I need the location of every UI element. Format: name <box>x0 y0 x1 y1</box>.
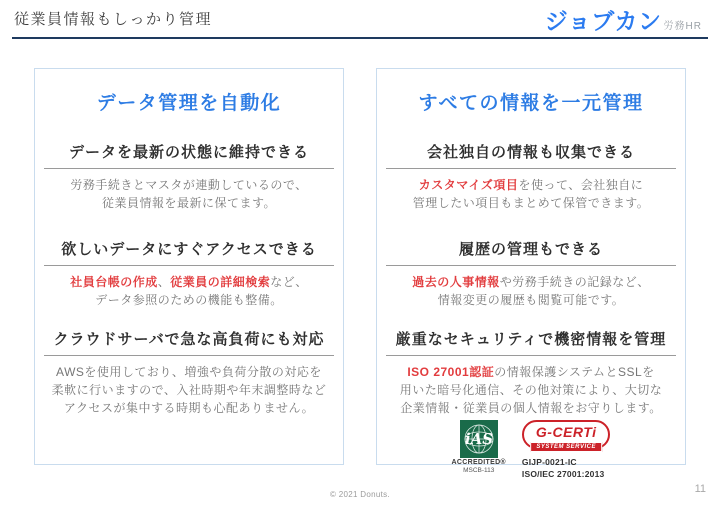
body-text: 柔軟に行いますので、入社時期や年末調整時など <box>51 383 327 397</box>
emphasis-text: 従業員の詳細検索 <box>170 275 271 289</box>
body-text: データ参照のための機能も整備。 <box>95 293 283 307</box>
section-cloud-server <box>35 328 343 417</box>
heading-underline <box>44 265 334 266</box>
page-title: 従業員情報もしっかり管理 <box>14 11 213 28</box>
body-text: 用いた暗号化通信、その他対策により、大切な <box>399 383 663 397</box>
section-security <box>377 328 685 417</box>
heading-underline <box>386 168 676 169</box>
ias-certification <box>452 420 506 474</box>
section-body <box>35 176 343 212</box>
section-body <box>377 273 685 309</box>
section-heading: 履歴の管理もできる <box>458 241 603 258</box>
gcerti-standard: ISO/IEC 27001:2013 <box>521 469 605 479</box>
emphasis-text: ISO 27001認証 <box>407 365 495 379</box>
certification-logos <box>377 420 685 479</box>
body-text: の情報保護システムとSSLを <box>494 365 655 379</box>
section-body <box>35 363 343 417</box>
body-text: AWSを使用しており、増強や負荷分散の対応を <box>56 365 322 379</box>
left-panel-title: データ管理を自動化 <box>96 93 282 114</box>
ias-logo-text: iAS <box>464 429 493 448</box>
emphasis-text: カスタマイズ項目 <box>418 178 519 192</box>
page-number: 11 <box>694 483 706 495</box>
section-heading: データを最新の状態に維持できる <box>68 144 309 161</box>
emphasis-text: 過去の人事情報 <box>412 275 500 289</box>
ias-accreditation-icon <box>460 420 498 458</box>
section-data-access <box>35 238 343 309</box>
body-text: 情報変更の履歴も閲覧可能です。 <box>437 293 625 307</box>
gcerti-cert-number: GIJP-0021-IC <box>521 457 577 467</box>
copyright: © 2021 Donuts. <box>330 490 390 499</box>
section-body <box>35 273 343 309</box>
header <box>0 0 720 33</box>
section-body <box>377 363 685 417</box>
right-panel-title: すべての情報を一元管理 <box>418 93 644 114</box>
logo-brand-text: ジョブカン <box>544 8 662 34</box>
body-text: 労務手続きとマスタが連動しているので、 <box>70 178 308 192</box>
section-history <box>377 238 685 309</box>
left-panel <box>34 68 344 465</box>
header-divider <box>12 37 708 39</box>
body-text: 管理したい項目もまとめて保管できます。 <box>412 196 650 210</box>
section-heading: 厳重なセキュリティで機密情報を管理 <box>395 331 667 348</box>
jobcan-logo <box>545 10 702 33</box>
right-panel <box>376 68 686 479</box>
body-text: など、 <box>270 275 308 289</box>
ias-accredited-label: ACCREDITED® <box>451 459 506 466</box>
section-data-freshness <box>35 141 343 212</box>
emphasis-text: 社員台帳の作成 <box>70 275 158 289</box>
gcerti-logo <box>522 420 611 449</box>
heading-underline <box>44 168 334 169</box>
body-text: や労務手続きの記録など、 <box>499 275 650 289</box>
body-text: アクセスが集中する時期も心配ありません。 <box>63 401 315 415</box>
logo-product-text: 労務HR <box>663 21 702 32</box>
ias-code-label: MSCB-113 <box>463 467 495 474</box>
body-text: 従業員情報を最新に保てます。 <box>101 196 277 210</box>
heading-underline <box>386 355 676 356</box>
body-text: 企業情報・従業員の個人情報をお守りします。 <box>400 401 662 415</box>
heading-underline <box>44 355 334 356</box>
section-body <box>377 176 685 212</box>
gcerti-certification <box>522 420 611 479</box>
gcerti-logo-text: G-CERTi <box>535 424 597 440</box>
section-heading: クラウドサーバで急な高負荷にも対応 <box>53 331 325 348</box>
body-text: を使って、会社独自に <box>518 178 644 192</box>
body-text: 、 <box>157 275 171 289</box>
gcerti-banner-text: SYSTEM SERVICE <box>530 442 602 452</box>
heading-underline <box>386 265 676 266</box>
content-columns <box>34 68 686 479</box>
section-heading: 会社独自の情報も収集できる <box>426 144 635 161</box>
section-custom-fields <box>377 141 685 212</box>
section-heading: 欲しいデータにすぐアクセスできる <box>61 241 317 258</box>
